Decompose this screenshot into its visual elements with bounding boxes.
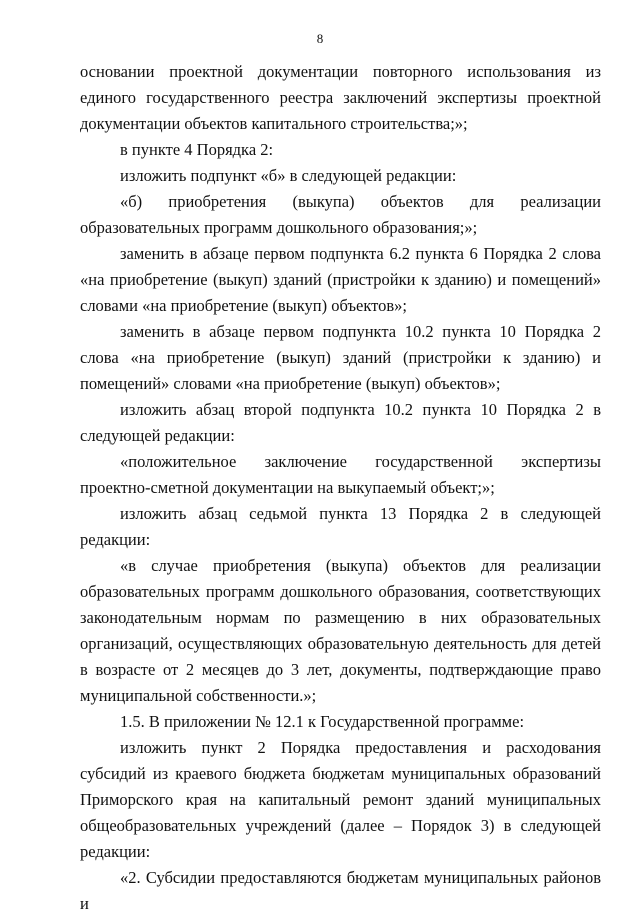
- paragraph-subpoint-10-2-replace: заменить в абзаце первом подпункта 10.2 пункта 10 Порядка 2 слова «на приобретение (выкуп) зданий (пристройки к зданию) и помещений» словами «на приобретение (выкуп) объектов»;: [80, 322, 601, 393]
- paragraph-subpoint-10-2-second: изложить абзац второй подпункта 10.2 пункта 10 Порядка 2 в следующей редакции:: [80, 400, 601, 445]
- paragraph-continuation: основании проектной документации повторного использования из единого государственного реестра заключений экспертизы проектной документации объектов капитального строительства;»;: [80, 62, 601, 133]
- paragraph-appendix-12-1: изложить пункт 2 Порядка предоставления и расходования субсидий из краевого бюджета бюджетам муниципальных образований Приморского края на капитальный ремонт зданий муниципальных общеобразовательных учреждений (далее – Порядок 3) в следующей редакции:: [80, 738, 601, 861]
- paragraph-subpoint-b-instruction: изложить подпункт «б» в следующей редакции:: [120, 166, 457, 185]
- paragraph-subsidies-quote: «2. Субсидии предоставляются бюджетам муниципальных районов и: [80, 868, 601, 913]
- paragraph-item-1-5: 1.5. В приложении № 12.1 к Государственной программе:: [120, 712, 525, 731]
- paragraph-subpoint-b-text: «б) приобретения (выкупа) объектов для реализации образовательных программ дошкольного образования;»;: [80, 192, 601, 237]
- page-number: 8: [316, 31, 324, 46]
- document-body: [80, 59, 601, 917]
- paragraph-subpoint-6-2-replace: заменить в абзаце первом подпункта 6.2 пункта 6 Порядка 2 слова «на приобретение (выкуп) зданий (пристройки к зданию) и помещений» словами «на приобретение (выкуп) объектов»;: [80, 244, 601, 315]
- paragraph-point-13-instruction: изложить абзац седьмой пункта 13 Порядка 2 в следующей редакции:: [80, 504, 601, 549]
- paragraph-point-13-quote: «в случае приобретения (выкупа) объектов для реализации образовательных программ дошкольного образования, соответствующих законодательным нормам по размещению в них образовательных организаций, осуществляющих образовательную деятельность для детей в возрасте от 2 месяцев до 3 лет, документы, подтверждающие право муниципальной собственности.»;: [80, 556, 601, 705]
- paragraph-expertise-quote: «положительное заключение государственной экспертизы проектно-сметной документации на выкупаемый объект;»;: [80, 452, 601, 497]
- paragraph-point-4-intro: в пункте 4 Порядка 2:: [120, 140, 274, 159]
